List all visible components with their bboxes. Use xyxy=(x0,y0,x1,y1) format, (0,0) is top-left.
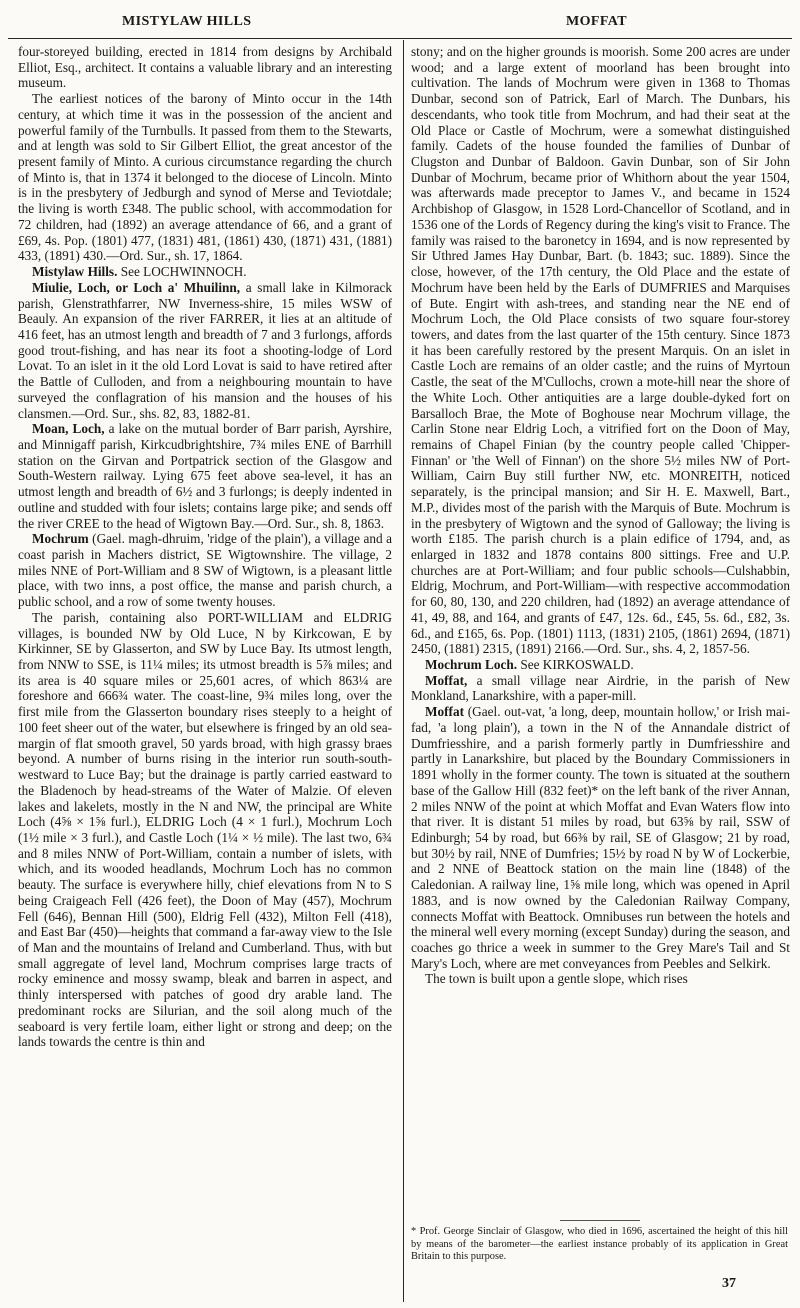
running-head-right: MOFFAT xyxy=(566,14,627,29)
entry-headword: Mochrum Loch. xyxy=(425,657,518,673)
paragraph: The parish, containing also PORT-WILLIAM and ELDRIG villages, is bounded NW by Old Luce, N by Kirkcowan, E by Kirkinner, SE by Glasserton, and SW by Luce Bay. Its utmost length, from NNW to SSE, is 11¼ miles; its utmost breadth is 5⅞ miles; and its area is 40 square miles or 25,601 acres, of which 863¼ are foreshore and 666¾ water. The coast-line, 9¾ miles long, over the first mile from the Glasserton boundary rises steeply to a height of 100 feet sheer out of the water, but elsewhere is fringed by an old sea-margin of flat smooth gravel, 50 yards broad, with high grassy braes beyond. A number of burns rising in the interior run south-south-westward to Luce Bay; but the drainage is partly carried eastward to the Bladenoch by head-streams of the Water of Malzie. Of eleven lakes and lakelets, mostly in the N and NW, the principal are White Loch (4⅝ × 1⅝ furl.), ELDRIG Loch (4 × 1 furl.), Mochrum Loch (1½ mile × 3 furl.), and Castle Loch (1¼ × ½ mile). The last two, 6¾ and 8 miles NNW of Port-William, contain a number of islets, with which, and its wooded headlands, Mochrum Loch has no common beauty. The surface is everywhere hilly, chief elevations from N to S being Craigeach Fell (426 feet), the Doon of May (457), Mochrum Fell (646), Bennan Hill (500), Eldrig Fell (432), Milton Fell (418), and East Bar (450)—heights that command a far-away view to the Isle of Man and the mountains of Ireland and Cumberland. Thus, with but small aggregate of level land, Mochrum comprises large tracts of rocky eminence and mossy swamp, bleak and barren in aspect, and thinly interspersed with patches of good dry arable land. The predominant rocks are Silurian, and the soil along much of the seaboard is very fertile loam, either light or strong and deep; on the lands towards the centre is thin and xyxy=(18,609,392,1050)
right-column xyxy=(411,44,790,987)
entry-moffat-town: Moffat (Gael. out-vat, 'a long, deep, mountain hollow,' or Irish mai-fad, 'a long plain'), a town in the N of the Annandale district of Dumfriesshire, and a parish formerly partly in Dumfriesshire and partly in Lanarkshire, but placed by the Boundary Commissioners in 1891 wholly in the former county. The town is situated at the southern base of the Gallow Hill (832 feet)* on the left bank of the river Annan, 2 miles NNW of the point at which Moffat and Evan Waters flow into that river. It is distant 51 miles by road, but 63⅝ by rail, SSW of Edinburgh; 54 by road, but 66⅜ by rail, SE of Glasgow; 21 by road, but 30½ by rail, NNE of Dumfries; 15½ by road N by W of Lockerbie, and 2 NNE of Beattock station on the main line (1848) of the Caledonian. A railway line, 1⅝ mile long, which was opened in April 1883, and is now owned by the Caledonian Railway Company, connects Moffat with Beattock. Omnibuses run between the hotels and the mineral well every morning (except Sunday) during the season, and coaches go thrice a week in summer to the Grey Mare's Tail and St Mary's Loch, where are met conveyances from Peebles and Selkirk. xyxy=(411,704,790,971)
footnote: * Prof. George Sinclair of Glasgow, who died in 1696, ascertained the height of this hill by means of the barometer—the earliest instance probably of its application in Great Britain to this purpose. xyxy=(411,1226,788,1263)
running-head-left: MISTYLAW HILLS xyxy=(122,14,252,29)
paragraph: The town is built upon a gentle slope, which rises xyxy=(425,971,688,987)
entry-moffat-village: Moffat, a small village near Airdrie, in the parish of New Monkland, Lanarkshire, with a paper-mill. xyxy=(411,672,791,704)
paragraph: four-storeyed building, erected in 1814 from designs by Archibald Elliot, Esq., architect. It contains a valuable library and an interesting museum. xyxy=(18,44,392,91)
entry-moan-loch: Moan, Loch, a lake on the mutual border of Barr parish, Ayrshire, and Minnigaff parish, Kirkcudbrightshire, 7¾ miles ENE of Barrhill station on the Girvan and Portpatrick section of the Glasgow and South-Western railway. Lying 675 feet above sea-level, it has an utmost length and breadth of 6½ and 3 furlongs; is deeply indented in outline and studded with four islets; contains large pike; and sends off the river CREE to the head of Wigtown Bay.—Ord. Sur., sh. 8, 1863. xyxy=(18,421,392,531)
entry-miulie-loch: Miulie, Loch, or Loch a' Mhuilinn, a small lake in Kilmorack parish, Glenstrathfarrer, NW Inverness-shire, 15 miles WSW of Beauly. An expansion of the river FARRER, it lies at an altitude of 416 feet, has an utmost length and breadth of 7 and 3 furlongs, affords good trout-fishing, and has near its foot a shooting-lodge of Lord Lovat. To an islet in it the old Lord Lovat is said to have retired after the Battle of Culloden, and from a neighbouring mountain to have surveyed the conflagration of his mansion and the houses of his clansmen.—Ord. Sur., shs. 82, 83, 1882-81. xyxy=(18,279,393,421)
page-number: 37 xyxy=(722,1276,736,1291)
entry-headword: Miulie, Loch, or Loch a' Mhuilinn, xyxy=(32,279,241,295)
entry-headword: Mochrum xyxy=(32,531,89,547)
header-rule xyxy=(8,38,792,39)
entry-headword: Mistylaw Hills. xyxy=(32,264,118,280)
entry-headword: Moffat, xyxy=(425,672,468,688)
entry-mochrum-loch: Mochrum Loch. See KIRKOSWALD. xyxy=(425,657,634,673)
entry-mistylaw-hills: Mistylaw Hills. See LOCHWINNOCH. xyxy=(32,264,247,280)
paragraph: The earliest notices of the barony of Minto occur in the 14th century, at which time it was in the possession of the ancient and powerful family of the Turnbulls. It passed from them to the Stewarts, and at length was sold to Sir Gilbert Elliot, the great ancestor of the present family of Minto. A curious circumstance regarding the church of Minto is, that in 1374 it belonged to the diocese of Lincoln. Minto is in the presbytery of Jedburgh and synod of Merse and Teviotdale; the living is worth £348. The public school, with accommodation for 72 children, had (1892) an average attendance of 66, and a grant of £69, 4s. Pop. (1801) 477, (1831) 481, (1861) 430, (1871) 431, (1881) 433, (1891) 430.—Ord. Sur., sh. 17, 1864. xyxy=(18,91,392,264)
left-column xyxy=(18,44,392,1050)
entry-headword: Moan, Loch, xyxy=(32,421,105,437)
paragraph: stony; and on the higher grounds is moorish. Some 200 acres are under wood; and a large extent of moorland has been brought into cultivation. The lands of Mochrum were given in 1368 to Thomas Dunbar, second son of Patrick, Earl of March. The Dunbars, his descendants, who took title from Mochrum, and had their seat at the Old Place or Castle of Mochrum, were a somewhat distinguished family. Cadets of the house founded the families of Dunbar of Clugston and Dunbar of Baldoon. Gavin Dunbar, son of Sir John Dunbar of Mochrum, became prior of Whithorn about the year 1504, was afterwards made preceptor to James V., and became in 1524 Archbishop of Glasgow, in 1528 Lord-Chancellor of Scotland, and in 1536 one of the Lords of Regency during the king's visit to France. The family was raised to the baronetcy in 1694, and is now represented by Sir Uthred James Hay Dunbar, Bart. (b. 1843; suc. 1889). Since the close, however, of the 17th century, the Old Place and the estate of Mochrum have been held by the Earls of DUMFRIES and Marquises of Bute. Engirt with ash-trees, and standing near the NE end of Mochrum Loch, the Old Place consists of two square four-storey towers, and dates from the last quarter of the 15th century. Since 1873 it has been carefully restored by the present Marquis. On an islet in Castle Loch are remains of an older castle; and the ruins of Myrtoun Castle, the seat of the M'Cullochs, crown a mote-hill near the shore of the White Loch. Other antiquities are a large double-dyked fort on Barsalloch Brae, the Mote of Boghouse near Mochrum village, the Carlin Stone near Eldrig Loch, a vitrified fort on the Doon of May, remains of Chapel Finian (by the country people called 'Chipper-Finnan' or 'the Well of Finnan') on the shore 5½ miles NW of Port-William, Cairn Buy still further NW, etc. MONREITH, noticed separately, is the principal mansion; and Sir H. E. Maxwell, Bart., M.P., divides most of the parish with the Marquis of Bute. Mochrum is in the presbytery of Wigtown and the synod of Galloway; the living is worth £185. The parish church is a plain edifice of 1794, and, as enlarged in 1832 and 1878 contains 800 sittings. Free and U.P. churches are at Port-William; and four public schools—Culshabbin, Eldrig, Mochrum, and Port-William—with respective accommodation for 60, 80, 130, and 220 children, had (1892) an average attendance of 41, 49, 88, and 164, and grants of £47, 12s. 6d., £45, 5s. 6d., £82, 3s. 6d., and £165, 6s. Pop. (1801) 1113, (1831) 2105, (1861) 2694, (1871) 2450, (1881) 2315, (1891) 2166.—Ord. Sur., shs. 4, 2, 1857-56. xyxy=(411,44,790,657)
column-divider xyxy=(403,40,404,1302)
entry-mochrum: Mochrum (Gael. magh-dhruim, 'ridge of the plain'), a village and a coast parish in Machers district, SE Wigtownshire. The village, 2 miles NNE of Port-William and 8 SW of Wigtown, is a pleasant little place, with two inns, a post office, the manse and parish church, a public school, and a row of some twenty houses. xyxy=(18,531,392,610)
footnote-rule xyxy=(560,1220,640,1221)
entry-headword: Moffat xyxy=(425,704,464,720)
